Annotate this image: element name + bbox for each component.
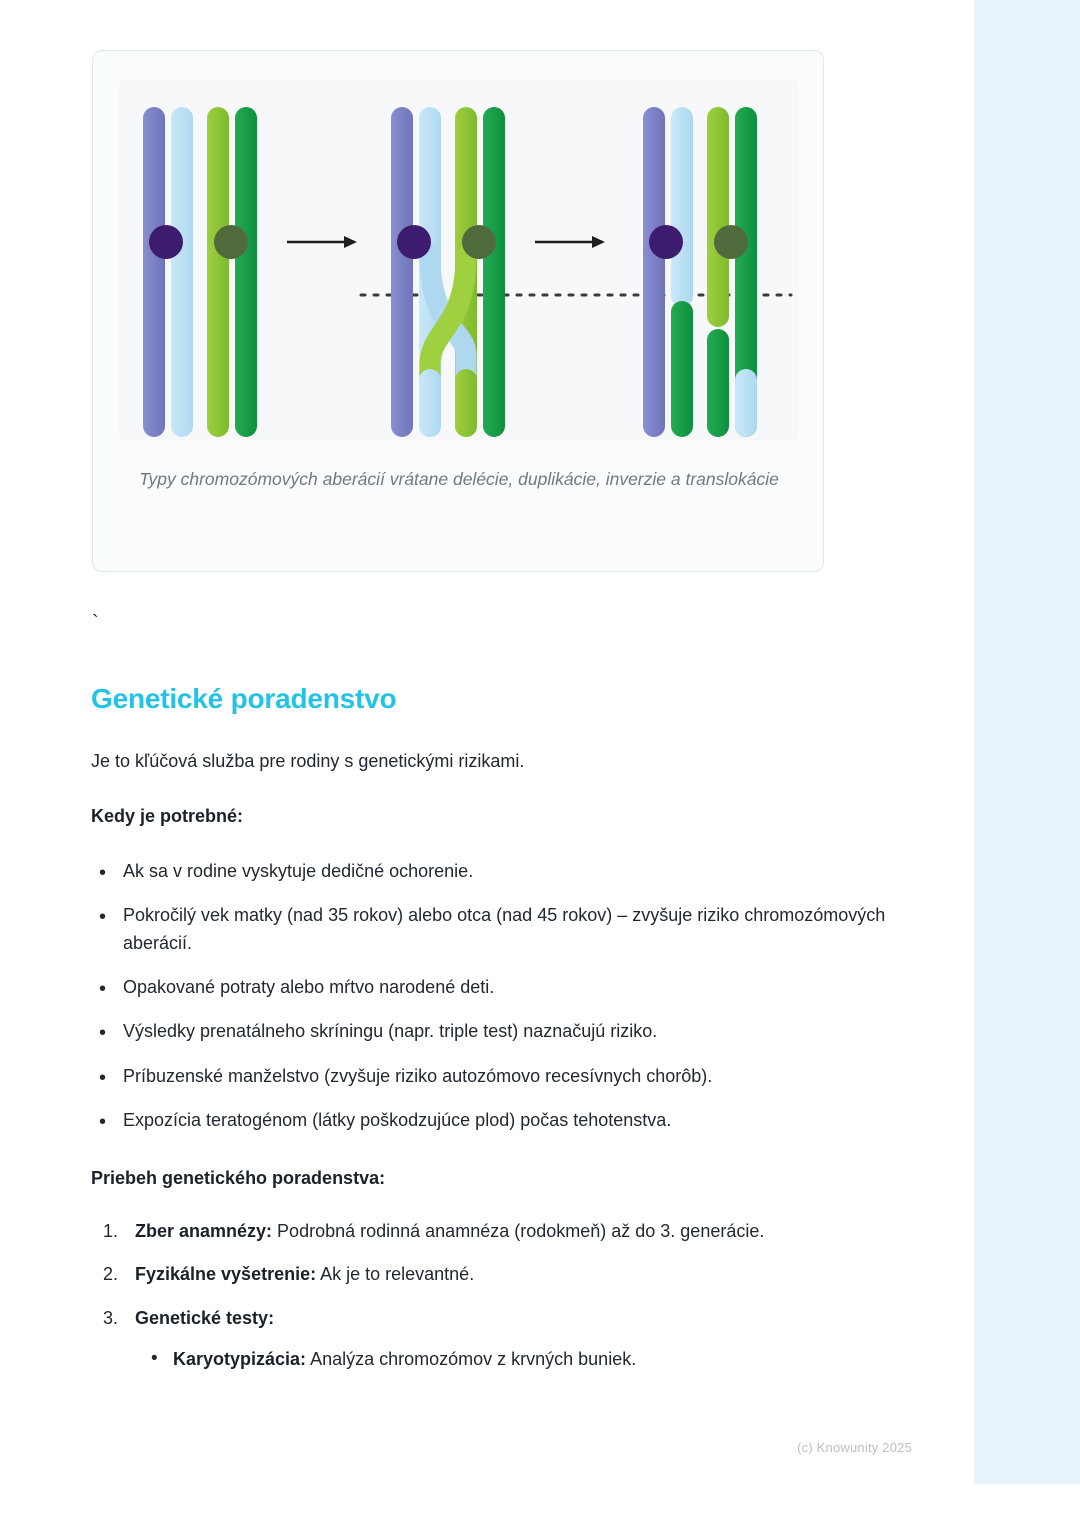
- list-item: • Pokročilý vek matky (nad 35 rokov) alebo otca (nad 45 rokov) – zvyšuje riziko chromozómových aberácií.: [123, 902, 923, 957]
- chromosome-aberrations-diagram: [119, 79, 799, 441]
- when-needed-list: [91, 858, 923, 1152]
- list-item: • Opakované potraty alebo mŕtvo narodené deti.: [123, 974, 923, 1001]
- step-label: Zber anamnézy:: [135, 1221, 273, 1241]
- backtick-artifact: `: [92, 612, 99, 634]
- list-item: [135, 1305, 935, 1373]
- list-item: • Príbuzenské manželstvo (zvyšuje riziko autozómovo recesívnych chorôb).: [123, 1063, 923, 1090]
- step-text: Ak je to relevantné.: [316, 1264, 475, 1285]
- lead-paragraph: Je to kľúčová služba pre rodiny s genetickými rizikami.: [91, 751, 525, 771]
- step-label: Fyzikálne vyšetrenie:: [135, 1264, 317, 1285]
- figure-caption: Typy chromozómových aberácií vrátane delécie, duplikácie, inverzie a translokácie: [139, 469, 779, 489]
- figure-card: [92, 50, 824, 572]
- step-text: Podrobná rodinná anamnéza (rodokmeň) až do 3. generácie.: [272, 1221, 765, 1241]
- page-title: Genetické poradenstvo: [91, 683, 397, 714]
- substep-text: Analýza chromozómov z krvných buniek.: [306, 1349, 637, 1370]
- list-item: • Ak sa v rodine vyskytuje dedičné ochorenie.: [123, 858, 923, 885]
- genetic-tests-sublist: [135, 1346, 935, 1373]
- step-label: Genetické testy:: [135, 1307, 275, 1328]
- subheading-when-needed: Kedy je potrebné:: [91, 806, 244, 826]
- copyright-notice: (c) Knowunity 2025: [797, 1440, 912, 1455]
- list-item: [135, 1261, 935, 1288]
- process-steps-list: [91, 1218, 935, 1389]
- substep-label: Karyotypizácia:: [173, 1349, 307, 1370]
- subheading-process: Priebeh genetického poradenstva:: [91, 1168, 386, 1188]
- list-item: • Expozícia teratogénom (látky poškodzujúce plod) počas tehotenstva.: [123, 1107, 923, 1134]
- list-item: • Výsledky prenatálneho skríningu (napr. triple test) naznačujú riziko.: [123, 1018, 923, 1045]
- list-item: [173, 1346, 935, 1373]
- right-page-strip: [974, 0, 1080, 1484]
- list-item: [135, 1218, 935, 1245]
